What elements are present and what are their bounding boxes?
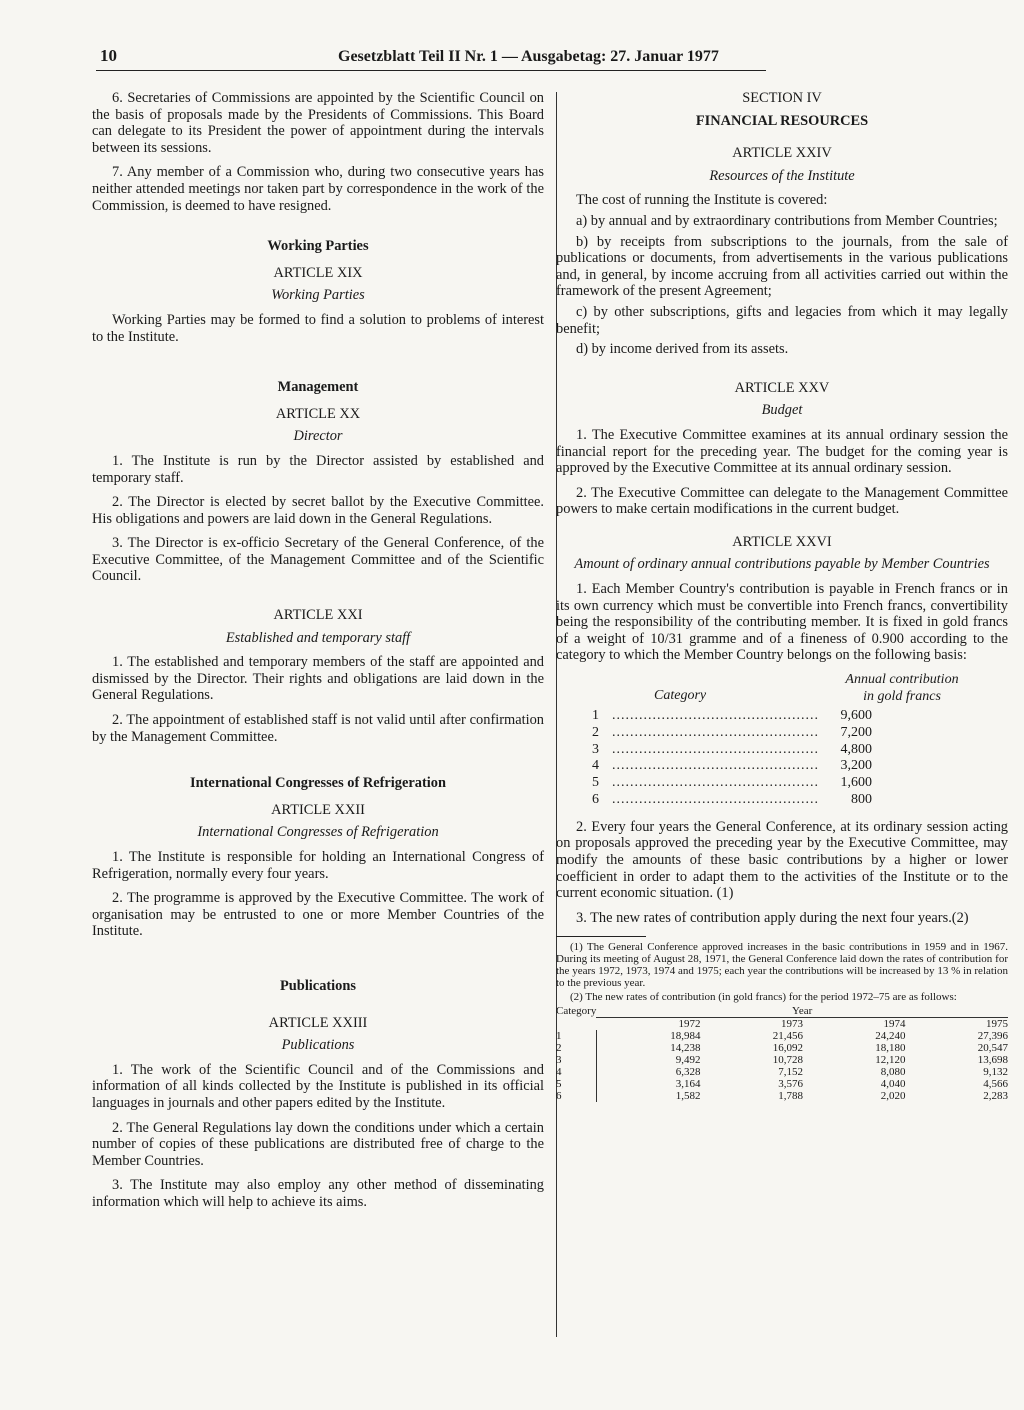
paragraph: 3. The new rates of contribution apply during the next four years.(2) <box>576 909 969 926</box>
rate-cell: 18,180 <box>875 1042 906 1055</box>
year-header: 1974 <box>883 1018 906 1031</box>
rate-cell: 27,396 <box>977 1030 1008 1043</box>
paragraph: 1. Each Member Country's contribution is payable in French francs or in its own currency which must be convertible into French francs, convertibility being the responsibility of the contributing member. It is fixed in gold francs of a weight of 10/31 gramme and of a fineness of 0.900 according to the category to which the Member Country belongs on the following basis: <box>556 581 1008 664</box>
paragraph: The cost of running the Institute is covered: <box>576 192 828 209</box>
paragraph: Working Parties may be formed to find a solution to problems of interest to the Institute. <box>92 311 544 345</box>
year-header: 1973 <box>781 1018 803 1031</box>
rate-cell: 20,547 <box>977 1042 1008 1055</box>
paragraph: 1. The Executive Committee examines at its annual ordinary session the financial report for the preceding year. The budget for the coming year is approved by the Executive Committee at its annual ordinary session. <box>556 426 1008 477</box>
category-cell: 4 <box>592 758 599 774</box>
footnote: (2) The new rates of contribution (in gold francs) for the period 1972–75 are as follows: <box>570 991 957 1004</box>
rate-cell: 21,456 <box>772 1030 803 1043</box>
section-heading: FINANCIAL RESOURCES <box>695 112 869 129</box>
table-row <box>592 725 1012 742</box>
category-cell: 1 <box>592 708 599 724</box>
article-title: ARTICLE XIX <box>273 264 363 281</box>
left-column <box>92 90 544 1219</box>
paragraph: 3. The Institute may also employ any other method of disseminating information which will help to achieve its aims. <box>92 1177 544 1210</box>
footnote-rates-table <box>556 1005 1008 1102</box>
rate-cell: 14,238 <box>670 1042 701 1055</box>
paragraph: 1. The established and temporary members of the staff are appointed and dismissed by the Director. Their rights and obligations are laid down in the General Regulations. <box>92 654 544 704</box>
year-header: 1975 <box>986 1018 1008 1031</box>
article-subtitle: Amount of ordinary annual contributions payable by Member Countries <box>574 556 990 573</box>
table-row <box>556 1054 1008 1066</box>
header-rule <box>96 70 766 71</box>
table-row <box>556 1066 1008 1078</box>
category-cell: 3 <box>556 1054 596 1066</box>
paragraph: 2. The appointment of established staff is not valid until after confirmation by the Management Committee. <box>92 712 544 745</box>
footnote-rule <box>556 936 646 937</box>
contribution-cell: 1,600 <box>840 775 872 791</box>
section-heading: International Congresses of Refrigeration <box>190 775 446 792</box>
paragraph: 3. The Director is ex-officio Secretary of the General Conference, of the Executive Committee, of the Management Committee and of the Scientific Council. <box>92 535 544 585</box>
category-cell: 5 <box>592 775 599 791</box>
dot-leader: .............................................. <box>612 708 819 724</box>
rate-cell: 12,120 <box>875 1054 906 1067</box>
article-title: ARTICLE XXIV <box>732 145 832 162</box>
dot-leader: .............................................. <box>612 758 819 774</box>
contribution-cell: 4,800 <box>840 741 872 757</box>
section-number: SECTION IV <box>742 90 822 106</box>
section-heading: Publications <box>280 977 356 994</box>
rate-cell: 3,576 <box>778 1078 803 1091</box>
dot-leader: .............................................. <box>612 792 819 808</box>
article-subtitle: Budget <box>761 402 803 419</box>
page-number: 10 <box>100 46 117 65</box>
dot-leader: .............................................. <box>612 724 819 740</box>
paragraph: 2. Every four years the General Conference, at its ordinary session acting on proposals approved the preceding year by the Executive Committee, may modify the amounts of these basic contributions by a higher or lower coefficient in order to adapt them to the activities of the Institute or to the current economic situation. (1) <box>556 818 1008 902</box>
paragraph: 1. The work of the Scientific Council and of the Commissions and information of all kinds collected by the Institute is published in its official languages in journals and other papers edited by the Institute. <box>92 1061 544 1111</box>
paragraph: 6. Secretaries of Commissions are appointed by the Scientific Council on the basis of proposals made by the Presidents of Commissions. This Board can delegate to its President the power of appointment during the intervals between its sessions. <box>92 90 544 156</box>
article-subtitle: Working Parties <box>271 287 365 304</box>
rate-cell: 1,788 <box>778 1090 803 1103</box>
category-cell: 6 <box>556 1090 596 1102</box>
table-body <box>592 708 1012 809</box>
rate-cell: 13,698 <box>977 1054 1008 1067</box>
contribution-cell: 800 <box>851 792 872 808</box>
rate-cell: 7,152 <box>778 1066 803 1079</box>
contribution-cell: 3,200 <box>840 758 872 774</box>
paragraph: 2. The Director is elected by secret ballot by the Executive Committee. His obligations and powers are laid down in the General Regulations. <box>92 494 544 527</box>
article-subtitle: Established and temporary staff <box>225 629 411 646</box>
rate-cell: 18,984 <box>670 1030 701 1043</box>
article-subtitle: Resources of the Institute <box>709 167 855 184</box>
table-header-category: Category <box>556 1005 597 1018</box>
paragraph: d) by income derived from its assets. <box>576 341 789 358</box>
category-cell: 5 <box>556 1078 596 1090</box>
paragraph: 2. The General Regulations lay down the conditions under which a certain number of copies of these publications are distributed free of charge to the Member Countries. <box>92 1119 544 1169</box>
table-row <box>556 1042 1008 1054</box>
table-row <box>592 775 1012 792</box>
table-header-year: Year <box>596 1005 1008 1018</box>
category-cell: 2 <box>592 724 599 740</box>
footnote: (1) The General Conference approved increases in the basic contributions in 1959 and in 1967. During its meeting of August 28, 1971, the General Conference laid down the rates of contribution for the years 1972, 1973, 1974 and 1975; each year the contributions will be increased by 13 % in relation to the previous year. <box>556 941 1008 990</box>
article-title: ARTICLE XXIII <box>268 1014 368 1031</box>
article-title: ARTICLE XXVI <box>732 533 832 550</box>
table-row <box>592 742 1012 759</box>
rate-cell: 2,283 <box>983 1090 1008 1103</box>
paragraph: 1. The Institute is run by the Director assisted by established and temporary staff. <box>92 452 544 486</box>
table-row <box>592 758 1012 775</box>
page-header <box>100 46 780 70</box>
rate-cell: 3,164 <box>675 1078 701 1091</box>
contribution-cell: 9,600 <box>840 708 872 724</box>
rate-cell: 9,492 <box>675 1054 701 1067</box>
article-subtitle: International Congresses of Refrigeration <box>197 824 439 841</box>
table-row <box>556 1078 1008 1090</box>
running-title: Gesetzblatt Teil II Nr. 1 — Ausgabetag: 27. Januar 1977 <box>338 48 719 65</box>
category-cell: 2 <box>556 1042 596 1054</box>
table-row <box>592 792 1012 809</box>
table-row <box>592 708 1012 725</box>
paragraph: c) by other subscriptions, gifts and legacies from which it may legally benefit; <box>556 303 1008 337</box>
rate-cell: 6,328 <box>675 1066 701 1079</box>
dot-leader: .............................................. <box>612 775 819 791</box>
article-title: ARTICLE XXII <box>271 801 365 818</box>
article-title: ARTICLE XXI <box>273 607 363 624</box>
rate-cell: 24,240 <box>875 1030 906 1043</box>
table-header-category: Category <box>654 688 707 704</box>
article-title: ARTICLE XX <box>275 405 361 422</box>
right-column <box>556 90 1008 1102</box>
rate-cell: 16,092 <box>772 1042 803 1055</box>
category-cell: 1 <box>556 1030 596 1042</box>
category-cell: 6 <box>592 792 599 808</box>
rate-cell: 4,566 <box>983 1078 1008 1091</box>
rate-cell: 8,080 <box>880 1066 906 1079</box>
rate-cell: 10,728 <box>772 1054 803 1067</box>
section-heading: Management <box>277 379 359 396</box>
paragraph: a) by annual and by extraordinary contributions from Member Countries; <box>576 212 998 229</box>
paragraph: 2. The Executive Committee can delegate to the Management Committee powers to make certain modifications in the current budget. <box>556 484 1008 518</box>
section-heading: Working Parties <box>267 238 369 255</box>
article-subtitle: Director <box>293 428 343 445</box>
rate-cell: 9,132 <box>983 1066 1008 1079</box>
year-header: 1972 <box>678 1018 701 1031</box>
paragraph: 2. The programme is approved by the Executive Committee. The work of organisation may be entrusted to one or more Member Countries of the Institute. <box>92 890 544 940</box>
table-header-contribution: Annual contribution in gold francs <box>845 672 959 704</box>
paragraph: b) by receipts from subscriptions to the journals, from the sale of publications or documents, from advertisements in the various publications and, in general, by income accruing from all activities carried out within the framework of the present Agreement; <box>556 233 1008 300</box>
article-title: ARTICLE XXV <box>734 379 830 396</box>
article-subtitle: Publications <box>281 1037 355 1054</box>
contribution-table <box>592 672 1012 809</box>
paragraph: 7. Any member of a Commission who, during two consecutive years has neither attended meetings nor taken part by correspondence in the work of the Commission, is deemed to have resigned. <box>92 164 544 214</box>
contribution-cell: 7,200 <box>840 724 872 740</box>
category-cell: 4 <box>556 1066 596 1078</box>
paragraph: 1. The Institute is responsible for holding an International Congress of Refrigeration, normally every four years. <box>92 849 544 882</box>
rate-cell: 1,582 <box>675 1090 701 1103</box>
rate-cell: 4,040 <box>880 1078 906 1091</box>
rate-cell: 2,020 <box>880 1090 906 1103</box>
category-cell: 3 <box>592 741 599 757</box>
table-row <box>556 1030 1008 1042</box>
table-row <box>556 1090 1008 1102</box>
dot-leader: .............................................. <box>612 741 819 757</box>
